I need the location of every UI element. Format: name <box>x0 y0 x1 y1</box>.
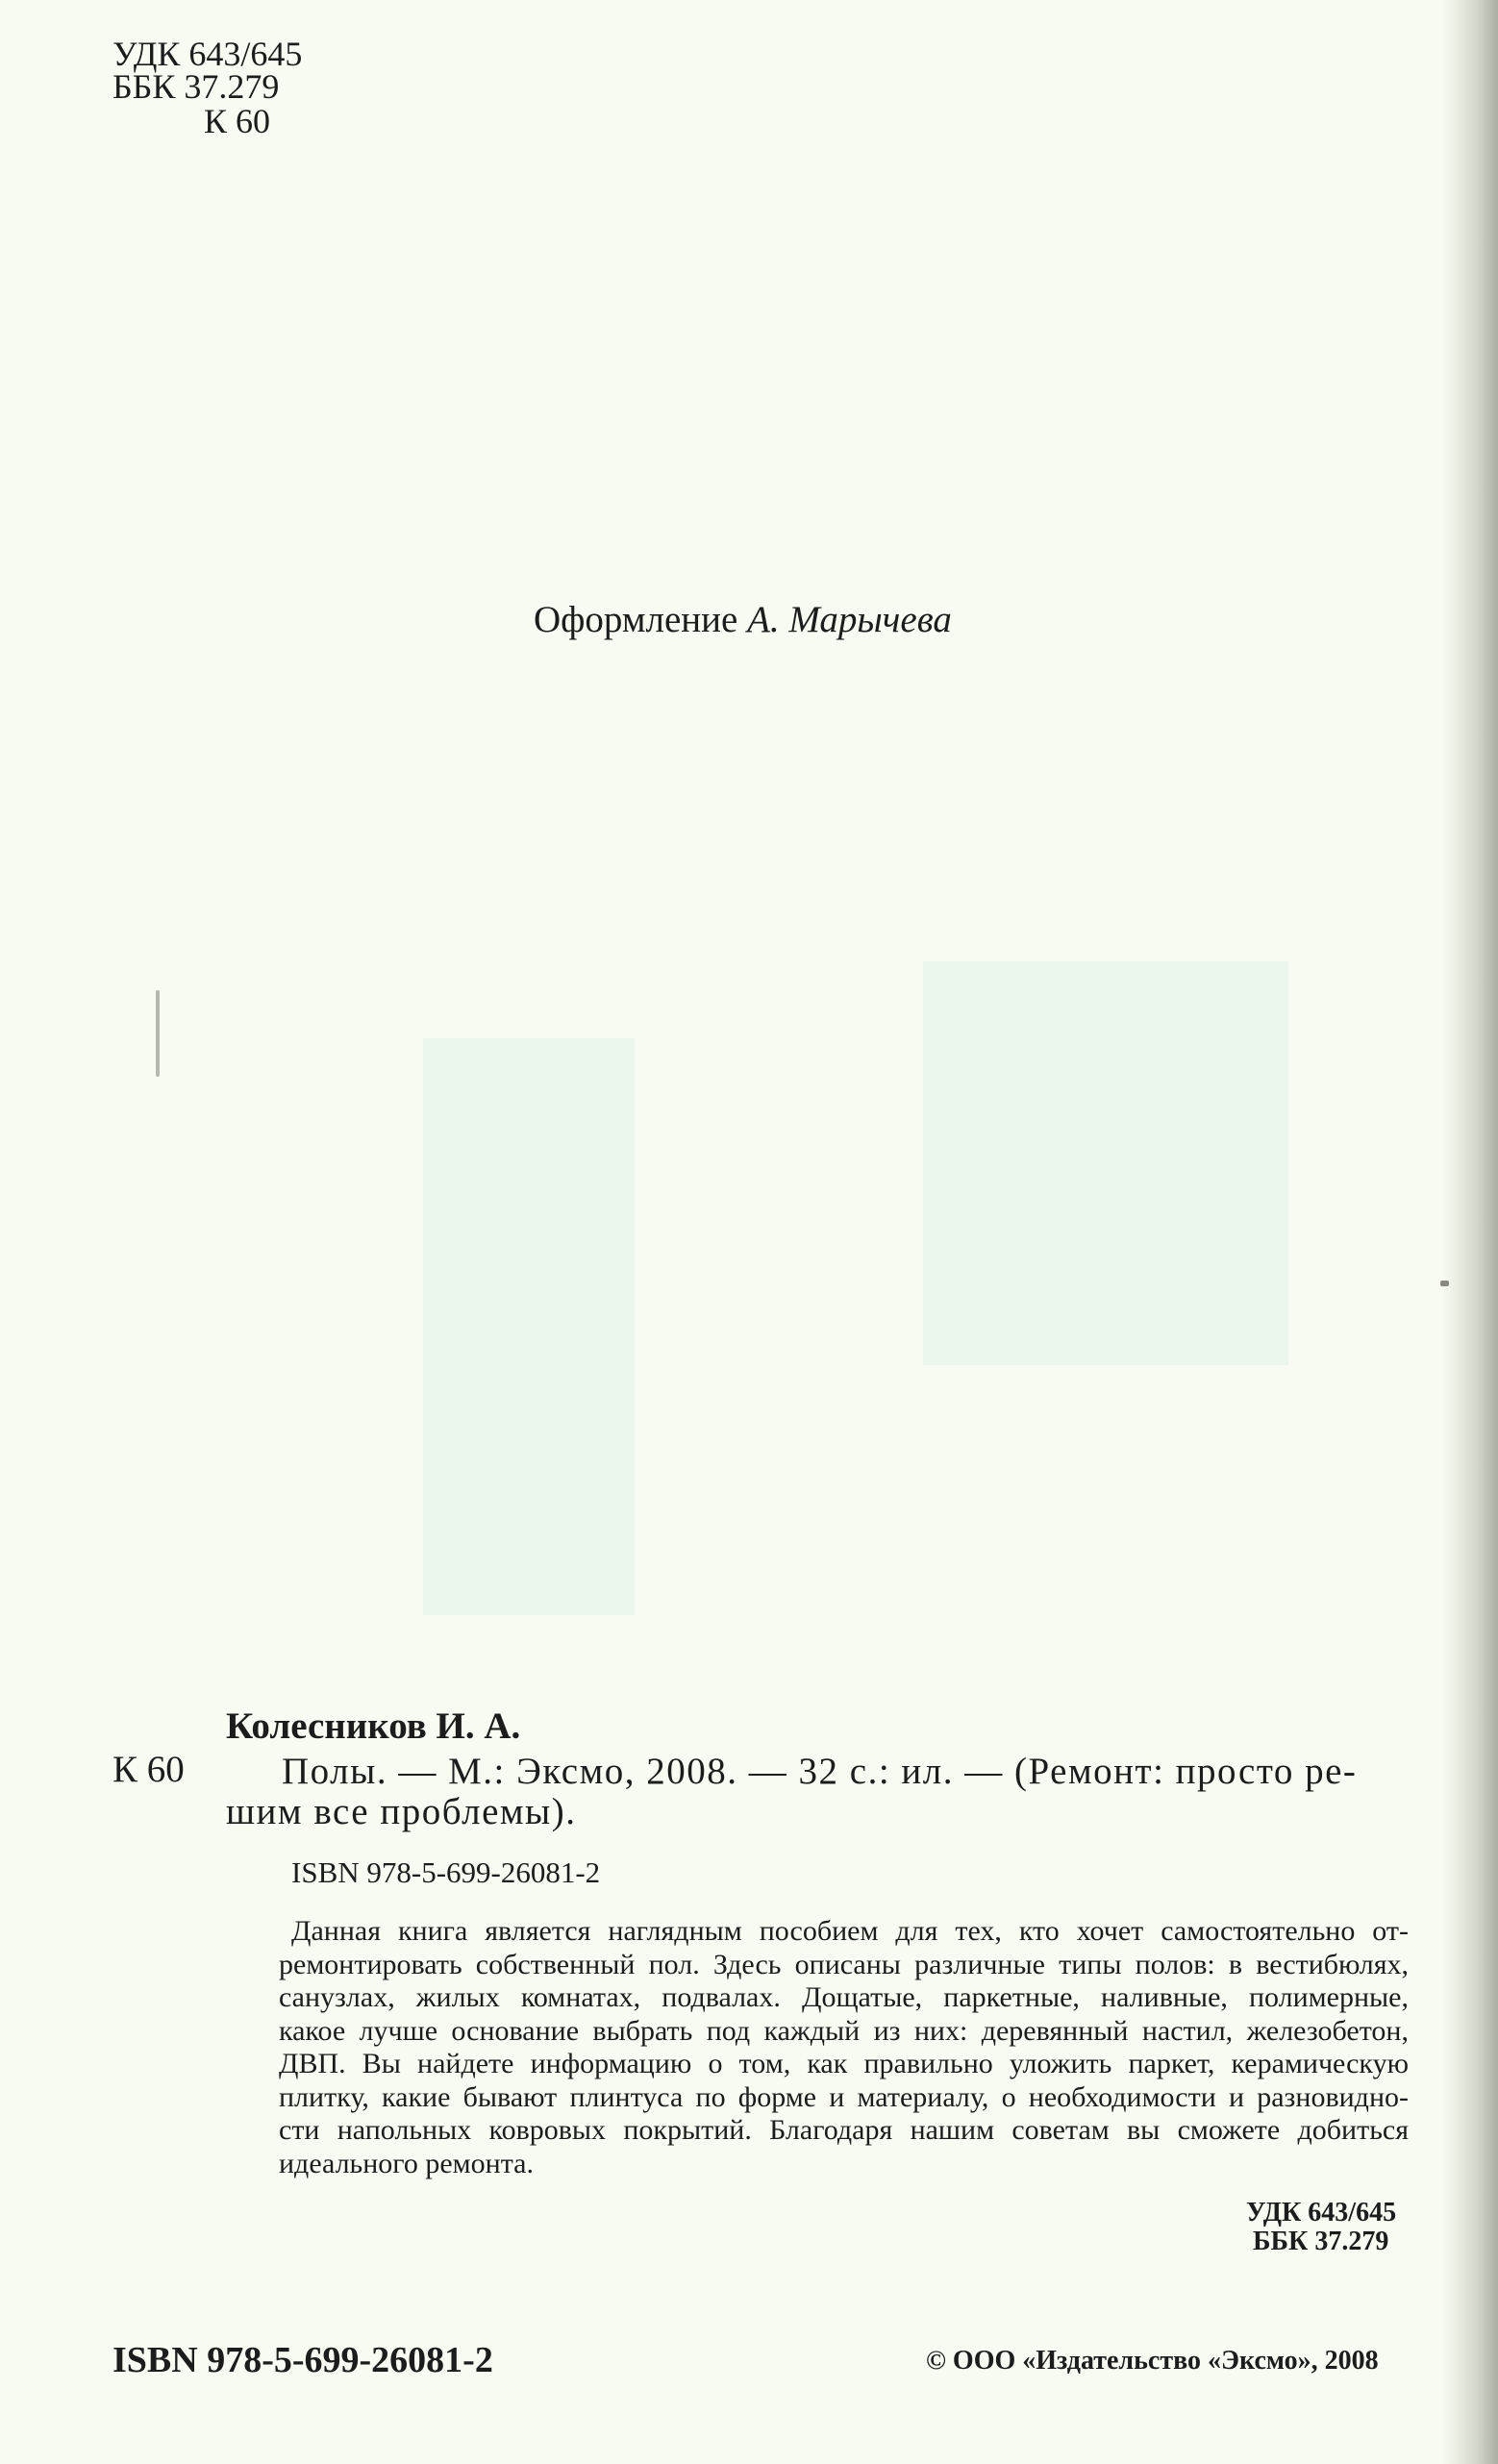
footer-copyright: © ООО «Издательство «Эксмо», 2008 <box>926 2346 1379 2376</box>
annotation-line: ДВП. Вы найдете информацию о том, как правильно уложить паркет, керамическую <box>279 2048 1409 2079</box>
annotation-line: плитку, какие бывают плинтуса по форме и материалу, о необходимости и разновидно- <box>279 2080 1409 2113</box>
page-edge-shadow <box>1442 0 1498 2464</box>
design-credit-name: А. Марычева <box>747 599 952 640</box>
design-credit-prefix: Оформление <box>534 599 738 640</box>
catalog-author-mark: К 60 <box>112 1749 185 1790</box>
annotation-line: Данная книга является наглядным пособием для тех, кто хочет самостоятельно от- <box>291 1915 1409 1947</box>
catalog-title-line-2: шим все проблемы). <box>226 1791 577 1832</box>
design-credit <box>534 598 952 641</box>
annotation-line: идеального ремонта. <box>279 2147 534 2179</box>
scan-speck <box>1440 1281 1449 1286</box>
scan-speck <box>156 990 160 1077</box>
footer-isbn: ISBN 978-5-699-26081-2 <box>112 2340 493 2380</box>
udk-code: УДК 643/645 <box>112 35 303 73</box>
catalog-author: Колесников И. А. <box>226 1705 521 1747</box>
annotation-line: санузлах, жилых комнатах, подвалах. Дощатые, паркетные, наливные, полимерные, <box>279 1981 1409 2013</box>
annotation-line: сти напольных ковровых покрытий. Благодаря нашим советам вы сможете добиться <box>279 2114 1409 2146</box>
catalog-isbn: ISBN 978-5-699-26081-2 <box>291 1855 601 1889</box>
catalog-bbk: ББК 37.279 <box>1253 2227 1389 2256</box>
author-mark: К 60 <box>204 102 271 140</box>
show-through-block <box>423 1038 635 1615</box>
catalog-annotation <box>279 1915 1409 2180</box>
show-through-block <box>923 961 1288 1365</box>
catalog-udk: УДК 643/645 <box>1246 2198 1397 2228</box>
annotation-line: какое лучше основание выбрать под каждый из них: деревянный настил, железобетон, <box>279 2014 1409 2047</box>
annotation-line: ремонтировать собственный пол. Здесь описаны различные типы полов: в вестибюлях, <box>279 1948 1409 1980</box>
bbk-code: ББК 37.279 <box>112 67 280 106</box>
catalog-title-line-1: Полы. — М.: Эксмо, 2008. — 32 с.: ил. — (Ремонт: просто ре- <box>282 1751 1358 1792</box>
